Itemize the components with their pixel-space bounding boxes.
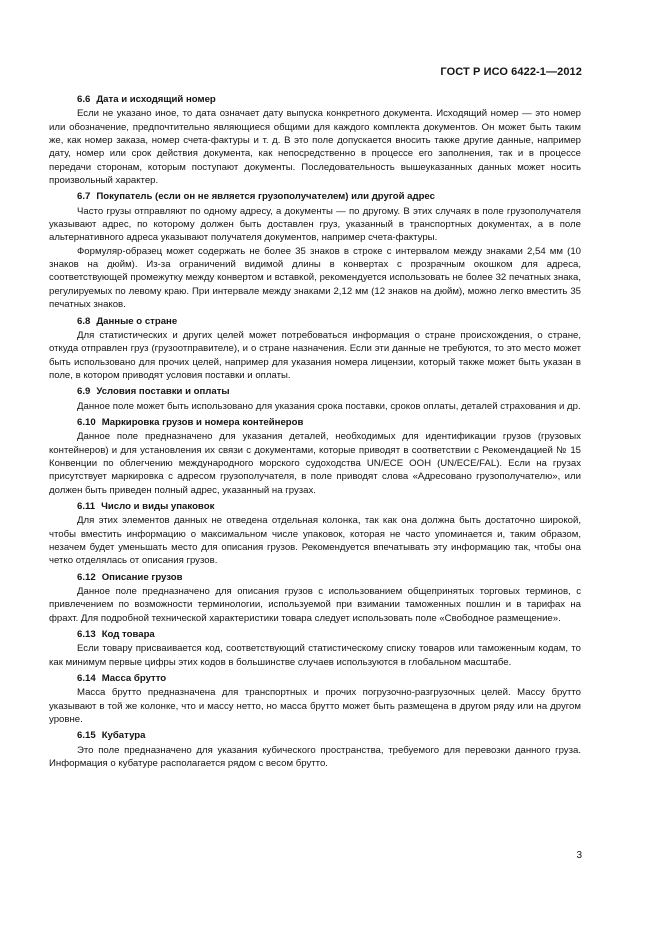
section-number: 6.12 <box>77 571 96 583</box>
section-heading <box>49 729 581 742</box>
section-paragraph: Для этих элементов данных не отведена отдельная колонка, так как она должна быть достаточно широкой, чтобы вместить информацию о максимальном числе упаковок, которая не часто упоминается и, таким образом, незачем будет уменьшать место для описания грузов. Рекомендуется впечатывать эту информацию так, чтобы она четко отделялась от описания грузов. <box>49 515 581 567</box>
section-heading <box>49 385 581 398</box>
section-title: Число и виды упаковок <box>101 500 215 512</box>
section-paragraph: Данное поле может быть использовано для указания срока поставки, сроков оплаты, деталей страхования и др. <box>77 400 581 412</box>
section-heading <box>49 571 581 584</box>
section-heading <box>49 315 581 328</box>
section-title: Условия поставки и оплаты <box>96 386 230 398</box>
section-number: 6.14 <box>77 673 96 685</box>
section-title: Дата и исходящий номер <box>96 94 216 105</box>
document-body <box>49 93 581 771</box>
section-number: 6.7 <box>77 191 91 203</box>
section-paragraph: Это поле предназначено для указания кубического пространства, требуемого для перевозки данного груза. Информация о кубатуре располагается рядом с весом брутто. <box>49 744 581 770</box>
section-heading <box>49 416 581 429</box>
section-title: Масса брутто <box>101 673 167 685</box>
section-heading <box>49 190 581 203</box>
section-number: 6.9 <box>77 386 91 398</box>
section-title: Код товара <box>101 629 155 641</box>
section-heading <box>49 628 581 641</box>
section-title: Покупатель (если он не является грузополучателем) или другой адрес <box>96 191 435 203</box>
section-paragraph: Масса брутто предназначена для транспортных и прочих погрузочно-разгрузочных целей. Массу брутто указывают в той же колонке, что и массу нетто, но масса брутто может быть размещена в другом ряду или на другом уровне. <box>49 687 581 726</box>
section-title: Данные о стране <box>96 315 178 327</box>
section-title: Описание грузов <box>101 571 183 583</box>
section-number: 6.13 <box>77 629 96 641</box>
section-paragraph: Если не указано иное, то дата означает дату выпуска конкретного документа. Исходящий номер — это номер или обозначение, предпочтительно являющиеся общими для каждого комплекта документов. Он может быть таким же, как номер заказа, номер счета-фактуры и т. д. В это поле допускается вносить также другие данные, например дату, номер или срок действия документа, как непосредственно в процессе его заполнения, так и в процессе передачи сторонам, которым поступают документы. Последовательность вышеуказанных данных может носить произвольный характер. <box>49 108 581 187</box>
page-number: 3 <box>576 850 582 861</box>
document-standard-header: ГОСТ Р ИСО 6422-1—2012 <box>440 66 582 78</box>
section-number: 6.8 <box>77 315 91 327</box>
section-heading <box>49 672 581 685</box>
section-number: 6.15 <box>77 730 96 742</box>
section-paragraph: Для статистических и других целей может потребоваться информация о стране происхождения, о стране, откуда отправлен груз (грузоотправителе), и о стране назначения. Если эти данные не требуются, то это место может быть использовано для прочих целей, например для указания номера лицензии, который также может быть указан в поле, в котором приводят условия поставки и оплаты. <box>49 329 581 381</box>
section-paragraph: Часто грузы отправляют по одному адресу, а документы — по другому. В этих случаях в поле грузополучателя указывают адрес, по которому должен быть доставлен груз, указанный в транспортных документах, а в поле альтернативного адреса указывают получателя документов, например счета-фактуры. <box>49 205 581 244</box>
section-title: Маркировка грузов и номера контейнеров <box>101 416 304 428</box>
section-paragraph: Данное поле предназначено для указания деталей, необходимых для идентификации грузов (грузовых контейнеров) и для установления их связи с документами, которые приводят в соответствии с Рекомендацией № 15 Конвенции по облегчению международного морского судоходства UN/ECE ООН (UN/ECE/FAL). Если на грузах присутствует маркировка с адресом грузополучателя, в поле приводят слова «Адресовано грузополучателю», или должен быть приведен полный адрес, указанный на грузах. <box>49 431 581 496</box>
section-title: Кубатура <box>101 730 146 742</box>
section-paragraph: Если товару присваивается код, соответствующий статистическому списку товаров или таможенным кодам, то как минимум первые цифры этих кодов в большинстве случаев используются в глобальном масштабе. <box>49 643 581 668</box>
section-number: 6.6 <box>77 94 91 105</box>
section-number: 6.11 <box>77 500 96 512</box>
section-heading <box>49 93 581 106</box>
section-paragraph: Формуляр-образец может содержать не более 35 знаков в строке с интервалом между знаками 2,54 мм (10 знаков на дюйм). Из-за ограничений видимой длины в конвертах с прозрачным окошком для адреса, соответствующей промежутку между конвертом и вставкой, рекомендуется использовать не более 32 печатных знака, регулируемых по левому краю. При интервале между знаками 2,12 мм (12 знаков на дюйм), можно легко вместить 35 печатных знаков. <box>49 245 581 311</box>
section-heading <box>49 500 581 513</box>
section-paragraph: Данное поле предназначено для описания грузов с использованием общепринятых торговых терминов, с привлечением по возможности терминологии, используемой при взимании таможенных пошлин и в тарифах на фрахт. Для подробной технической характеристики товара следует использовать поле «Свободное размещение». <box>49 586 581 624</box>
section-number: 6.10 <box>77 416 96 428</box>
